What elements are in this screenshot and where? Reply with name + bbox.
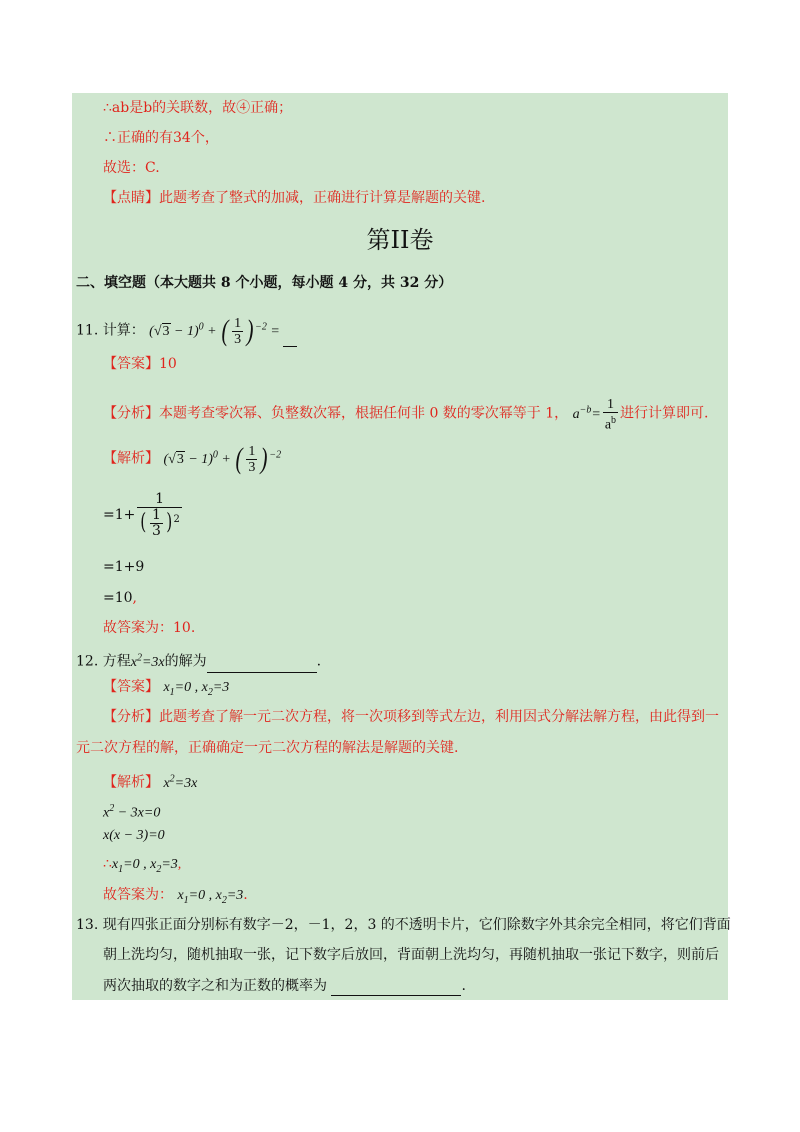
q12-answer-tag: 【答案】: [103, 679, 159, 695]
q12-prompt-b: 的解为: [164, 653, 207, 670]
q12-analysis-text-1: 此题考查了解一元二次方程，将一次项移到等式左边，利用因式分解法解方程，由此得到一: [159, 709, 719, 725]
q12-analysis-tag: 【分析】: [103, 709, 159, 725]
q12-answer-value: $x_1=0$ , $x_2=3$: [163, 680, 230, 698]
q11-power-rule: $a^{-b}=$ $\frac{1}{a^b}$: [572, 396, 617, 433]
q11-solution-tag: 【解析】: [103, 450, 159, 467]
q13-line-3: [103, 976, 466, 996]
q12-final: 故答案为： $x_1=0$ , $x_2=3$.: [103, 887, 248, 906]
q11-step-1-text: =1+: [103, 507, 136, 523]
q12-step-2: x(x − 3)=0: [103, 828, 165, 843]
q13-text-3: 两次抽取的数字之和为正数的概率为: [103, 978, 327, 994]
q12-solution-tag: 【解析】: [103, 774, 159, 791]
q11-prompt: 计算：: [102, 322, 145, 339]
q13-number: 13.: [76, 917, 99, 933]
q11-expression: $(√3 - 1)^0$ + ( $\frac{1}{3}$ ) $^{-2}$ =: [149, 324, 297, 339]
q11-step-3-text: =10: [103, 590, 133, 606]
q12-prompt-a: 方程: [102, 653, 131, 670]
q11-number: 11.: [76, 322, 99, 339]
q11-final: 故答案为：10.: [103, 620, 196, 636]
q12-prompt-end: .: [316, 653, 322, 670]
q12-number: 12.: [76, 653, 99, 670]
q11-solution: [103, 440, 281, 475]
prev-line-3: 故选：C.: [103, 160, 160, 176]
q11-solution-expr: $(√3 - 1)^0$ + ( $\frac{1}{3}$ ) $^{-2}$: [163, 442, 282, 476]
q13-text-1: 现有四张正面分别标有数字－2，－1，2，3 的不透明卡片，它们除数字外其余完全相同，将它们背面: [102, 917, 731, 933]
q12-solution: 【解析】 $x^2=3x$: [103, 773, 198, 791]
q12-final-prefix: 故答案为：: [103, 887, 173, 903]
q12-analysis-2: 元二次方程的解，正确确定一元二次方程的解法是解题的关键.: [76, 740, 459, 756]
dianjing-tag: 【点睛】: [103, 190, 159, 206]
q13-line-2: 朝上洗均匀，随机抽取一张，记下数字后放回，背面朝上洗均匀，再随机抽取一张记下数字，则前后: [103, 947, 719, 963]
q12-stem: 12. 方程$x^2=3x$的解为 .: [76, 648, 321, 673]
q11-answer-value: 10: [159, 356, 177, 372]
prev-dianjing: [103, 188, 485, 208]
q12-analysis-1: [103, 707, 719, 727]
q13-text-3-end: .: [461, 978, 466, 994]
q11-analysis-tag: 【分析】: [103, 405, 159, 422]
q11-analysis-text: 本题考查零次幂、负整数次幂，根据任何非 0 数的零次幂等于 1，: [159, 405, 569, 422]
q11-step-3: =10,: [103, 590, 137, 606]
q13-line-1: [76, 915, 731, 935]
q11-answer: [103, 354, 177, 374]
q11-stem: [76, 312, 297, 347]
q11-step-1: =1+ 1 ( $\frac{1}{3}$ )$^2$: [103, 490, 180, 539]
q12-step-3: $\therefore x_1=0$ , $x_2=3$,: [103, 857, 182, 875]
section-title: 第II卷: [366, 226, 434, 254]
prev-line-1: ∴ab是b的关联数，故④正确；: [103, 100, 293, 116]
section-heading: 二、填空题（本大题共 8 个小题，每小题 4 分，共 32 分）: [76, 275, 453, 291]
dianjing-text: 此题考查了整式的加减，正确进行计算是解题的关键.: [159, 190, 486, 206]
q11-analysis: [103, 395, 709, 432]
q12-step-1: $x^2 - 3x=0$: [103, 803, 161, 821]
q11-analysis-tail: 进行计算即可.: [620, 405, 709, 422]
prev-line-2: ∴正确的有34个，: [103, 130, 219, 146]
q11-answer-tag: 【答案】: [103, 356, 159, 372]
q12-answer: [103, 677, 229, 703]
q11-step-2: =1+9: [103, 559, 145, 575]
